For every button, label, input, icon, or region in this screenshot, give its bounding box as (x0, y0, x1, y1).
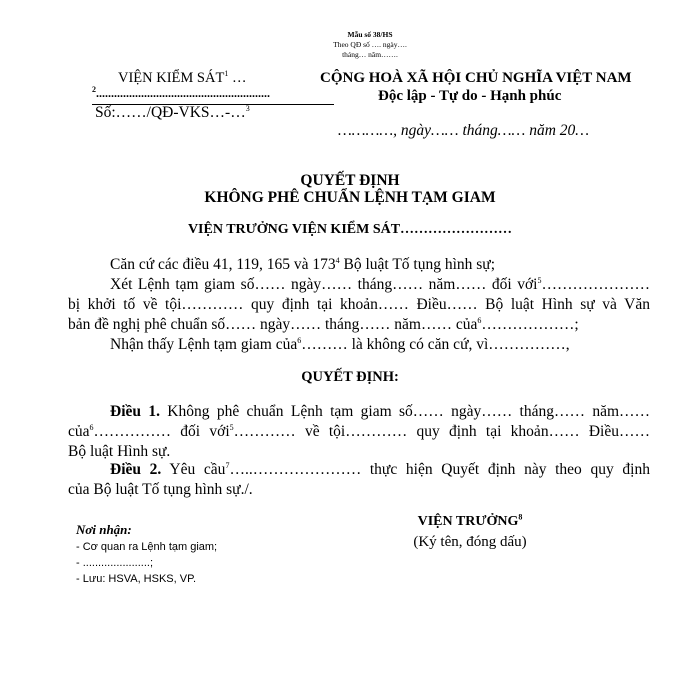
recipients-list (76, 539, 217, 587)
form-note-line2: Theo QĐ số …. ngày…. (333, 40, 407, 49)
signature-title: VIỆN TRƯỞNG$^8$ (417, 512, 523, 529)
decision-number: Số:……/QĐ-VKS…-…$^3$ (95, 103, 250, 121)
signature-block (370, 514, 570, 551)
title-line2: KHÔNG PHÊ CHUẨN LỆNH TẠM GIAM (204, 189, 496, 206)
title-line1: QUYẾT ĐỊNH (300, 172, 400, 189)
signature-note: (Ký tên, đóng dấu) (413, 534, 527, 550)
date-line: …………, ngày…… tháng…… năm 20… (338, 122, 590, 139)
form-note-line3: tháng… năm……. (342, 50, 398, 59)
recipient-item: - Lưu: HSVA, HSKS, VP. (76, 573, 197, 585)
agency-name: VIỆN KIỂM SÁT$^1$ … (118, 69, 247, 86)
nation-motto: Độc lập - Tự do - Hạnh phúc (378, 88, 562, 104)
recipient-item: - Cơ quan ra Lệnh tạm giam; (76, 541, 218, 553)
preamble-finding: Nhận thấy Lệnh tạm giam của$^6$……… là không có căn cứ, vì……………, (110, 335, 570, 353)
preamble-review-line3: bản đề nghị phê chuẩn số…… ngày…… tháng…… năm…… của$^6$………………; (68, 315, 579, 333)
authority-line: VIỆN TRƯỞNG VIỆN KIỂM SÁT…………………… (187, 222, 513, 237)
form-note-line1: Mẫu số 38/HS (347, 30, 393, 39)
preamble-review-line1: Xét Lệnh tạm giam số…… ngày…… tháng…… năm…… đối với$^5$………………… (110, 275, 650, 293)
nation-title: CỘNG HOÀ XÃ HỘI CHỦ NGHĨA VIỆT NAM (320, 70, 632, 86)
article2-line1: Điều 2. Yêu cầu$^7$…..………………… thực hiện Quyết định này theo quy định (110, 460, 650, 478)
article1-line1: Điều 1. Không phê chuẩn Lệnh tạm giam số…… ngày…… tháng…… năm…… (110, 403, 651, 420)
article1-line2: của$^6$…………… đối với$^5$………… về tội………… quy định tại khoản…… Điều…… (68, 422, 650, 440)
preamble-legal-basis: Căn cứ các điều 41, 119, 165 và $173^4$ Bộ luật Tố tụng hình sự; (110, 255, 496, 273)
recipients-heading: Nơi nhận: (76, 522, 132, 537)
recipient-item: - ......................; (76, 557, 154, 569)
decision-heading: QUYẾT ĐỊNH: (301, 369, 399, 385)
article2-line2: của Bộ luật Tố tụng hình sự./. (68, 481, 253, 498)
article1-line3: Bộ luật Hình sự. (68, 443, 171, 460)
preamble-review-line2: bị khởi tố về tội………… quy định tại khoản…… Điều…… Bộ luật Hình sự và Văn (68, 296, 650, 313)
form-note (300, 30, 440, 60)
agency-sub-line: $^2$.......................................................... (92, 85, 270, 100)
